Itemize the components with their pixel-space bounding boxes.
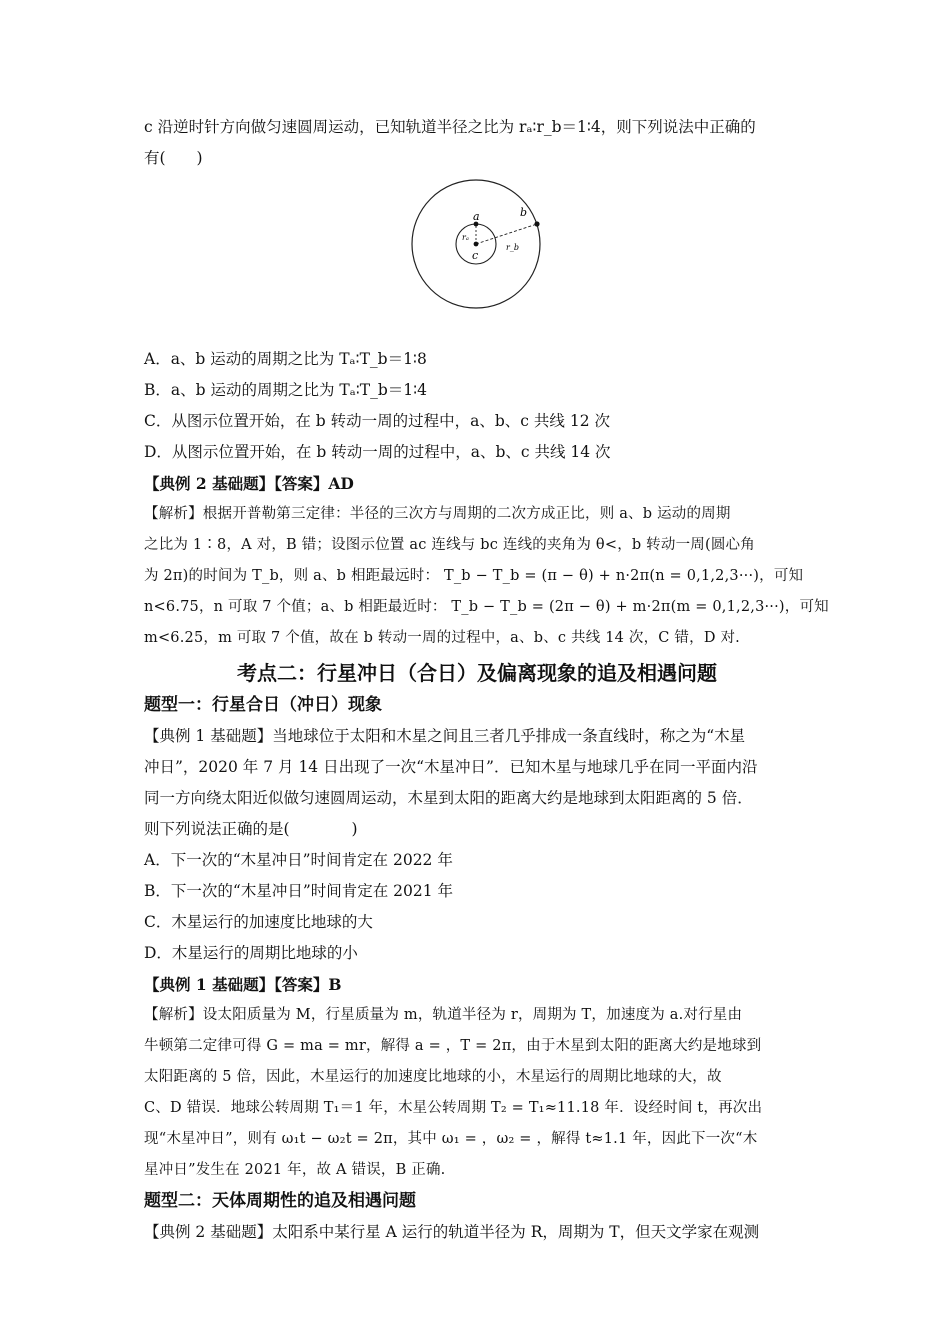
orbit-diagram bbox=[410, 178, 542, 310]
option-d: D．木星运行的周期比地球的小 bbox=[144, 944, 358, 962]
analysis-line: 【解析】根据开普勒第三定律：半径的三次方与周期的二次方成正比，则 a、b 运动的周期 bbox=[144, 506, 731, 522]
question-stem-line: c 沿逆时针方向做匀速圆周运动，已知轨道半径之比为 rₐ∶r_b＝1∶4，则下列说法中正确的 bbox=[144, 118, 756, 136]
option-b: B．a、b 运动的周期之比为 Tₐ∶T_b＝1∶4 bbox=[144, 381, 428, 399]
analysis-line: 太阳距离的 5 倍，因此，木星运行的加速度比地球的小，木星运行的周期比地球的大，故 bbox=[144, 1069, 722, 1085]
label-a: a bbox=[473, 210, 480, 223]
answer-line: 【典例 1 基础题】【答案】B bbox=[144, 975, 342, 994]
label-b: b bbox=[520, 206, 528, 219]
label-c: c bbox=[472, 249, 479, 262]
analysis-line: 星冲日”发生在 2021 年，故 A 错误，B 正确. bbox=[144, 1162, 446, 1178]
analysis-line: C、D 错误．地球公转周期 T₁＝1 年，木星公转周期 T₂ = T₁≈11.18 年．设经时间 t，再次出 bbox=[144, 1100, 763, 1116]
section-heading: 考点二：行星冲日（合日）及偏离现象的追及相遇问题 bbox=[237, 661, 717, 685]
orbit-figure bbox=[144, 174, 810, 344]
option-a: A．a、b 运动的周期之比为 Tₐ∶T_b＝1∶8 bbox=[144, 350, 427, 368]
option-c: C．木星运行的加速度比地球的大 bbox=[144, 913, 373, 931]
example-stem-line: 同一方向绕太阳近似做匀速圆周运动，木星到太阳的距离大约是地球到太阳距离的 5 倍． bbox=[144, 789, 753, 807]
label-rb: r_b bbox=[506, 243, 519, 252]
example-stem-line: 则下列说法正确的是( ) bbox=[144, 820, 358, 838]
option-a: A．下一次的“木星冲日”时间肯定在 2022 年 bbox=[144, 851, 453, 869]
option-c: C．从图示位置开始，在 b 转动一周的过程中，a、b、c 共线 12 次 bbox=[144, 412, 610, 430]
example-stem-line: 【典例 1 基础题】当地球位于太阳和木星之间且三者几乎排成一条直线时，称之为“木星 bbox=[144, 727, 746, 745]
analysis-line: n<6.75，n 可取 7 个值；a、b 相距最近时： T_b − T_b = (2π − θ) + m·2π(m = 0,1,2,3···)，可知 bbox=[144, 599, 829, 615]
example-stem-line: 冲日”，2020 年 7 月 14 日出现了一次“木星冲日”．已知木星与地球几乎在同一平面内沿 bbox=[144, 758, 758, 776]
analysis-line: m<6.25，m 可取 7 个值，故在 b 转动一周的过程中，a、b、c 共线 14 次，C 错，D 对. bbox=[144, 630, 740, 646]
subsection-heading: 题型二：天体周期性的追及相遇问题 bbox=[144, 1191, 416, 1211]
question-stem-line: 有( ) bbox=[144, 149, 203, 167]
analysis-line: 为 2π)的时间为 T_b，则 a、b 相距最远时： T_b − T_b = (π − θ) + n·2π(n = 0,1,2,3···)，可知 bbox=[144, 568, 804, 584]
option-d: D．从图示位置开始，在 b 转动一周的过程中，a、b、c 共线 14 次 bbox=[144, 443, 611, 461]
answer-line: 【典例 2 基础题】【答案】AD bbox=[144, 474, 354, 493]
analysis-line: 现“木星冲日”，则有 ω₁t − ω₂t = 2π，其中 ω₁ = ，ω₂ = ，解得 t≈1.1 年，因此下一次“木 bbox=[144, 1131, 758, 1147]
option-b: B．下一次的“木星冲日”时间肯定在 2021 年 bbox=[144, 882, 454, 900]
label-ra: rₐ bbox=[462, 233, 469, 242]
center-c-dot bbox=[474, 242, 479, 247]
analysis-line: 之比为 1∶8，A 对，B 错；设图示位置 ac 连线与 bc 连线的夹角为 θ<，b 转动一周(圆心角 bbox=[144, 537, 755, 553]
analysis-line: 【解析】设太阳质量为 M，行星质量为 m，轨道半径为 r，周期为 T，加速度为 a.对行星由 bbox=[144, 1007, 743, 1023]
page-content bbox=[144, 112, 829, 1248]
analysis-line: 牛顿第二定律可得 G = ma = mr，解得 a = ，T = 2π，由于木星到太阳的距离大约是地球到 bbox=[144, 1038, 762, 1054]
example-stem-line: 【典例 2 基础题】太阳系中某行星 A 运行的轨道半径为 R，周期为 T，但天文学家在观测 bbox=[144, 1223, 760, 1241]
planet-b-dot bbox=[534, 221, 539, 226]
radius-b-line bbox=[476, 224, 537, 244]
subsection-heading: 题型一：行星合日（冲日）现象 bbox=[144, 695, 382, 715]
